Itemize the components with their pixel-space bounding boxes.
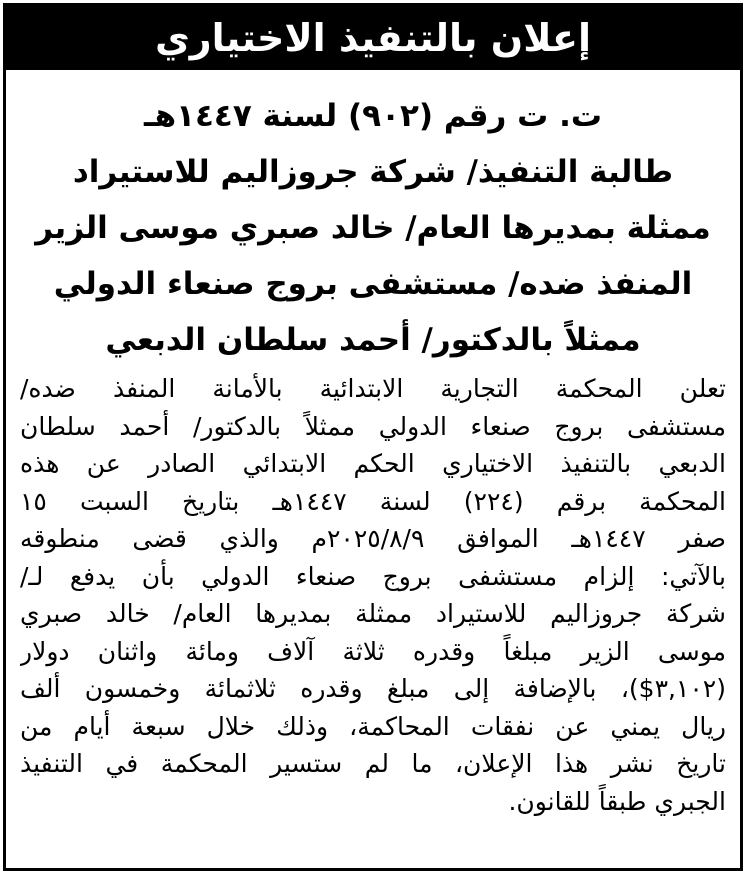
body-line: شركة جروزاليم للاستيراد ممثلة بمديرها العام/ خالد صبري: [20, 599, 726, 628]
body-line: (٣,١٠٢$)، بالإضافة إلى مبلغ وقدره ثلاثمائة وخمسون ألف: [20, 674, 726, 703]
body-line: الدبعي بالتنفيذ الاختياري الحكم الابتدائي الصادر عن هذه: [20, 449, 726, 478]
case-headings: [6, 88, 740, 368]
respondent: المنفذ ضده/ مستشفى بروج صنعاء الدولي: [53, 266, 693, 302]
body-line: المحكمة برقم (٢٢٤) لسنة ١٤٤٧هـ بتاريخ السبت ١٥: [20, 486, 726, 516]
body-line: الجبري طبقاً للقانون.: [508, 786, 726, 816]
body-line: بالآتي: إلزام مستشفى بروج صنعاء الدولي بأن يدفع لـ/: [20, 561, 726, 591]
case-number: ت. ت رقم (٩٠٢) لسنة ١٤٤٧هـ: [143, 98, 603, 134]
body-line: موسى الزير مبلغاً وقدره ثلاثة آلاف ومائة واثنان دولار: [20, 636, 726, 666]
notice-title-bar: [6, 6, 740, 70]
body-line: تعلن المحكمة التجارية الابتدائية بالأمانة المنفذ ضده/: [20, 374, 726, 403]
notice-body: [6, 368, 740, 820]
petitioner: طالبة التنفيذ/ شركة جروزاليم للاستيراد: [72, 154, 674, 190]
body-line: مستشفى بروج صنعاء الدولي ممثلاً بالدكتور/ أحمد سلطان: [20, 411, 726, 441]
body-line: ريال يمني عن نفقات المحاكمة، وذلك خلال سبعة أيام من: [20, 711, 726, 741]
petitioner-representative: ممثلة بمديرها العام/ خالد صبري موسى الزير: [35, 210, 711, 246]
body-line: تاريخ نشر هذا الإعلان، ما لم ستسير المحكمة في التنفيذ: [20, 749, 726, 778]
notice-title: إعلان بالتنفيذ الاختياري: [154, 16, 592, 60]
legal-notice: [3, 3, 743, 871]
respondent-representative: ممثلاً بالدكتور/ أحمد سلطان الدبعي: [105, 322, 641, 358]
body-line: صفر ١٤٤٧هـ الموافق ٢٠٢٥/٨/٩م والذي قضى منطوقه: [20, 524, 726, 553]
